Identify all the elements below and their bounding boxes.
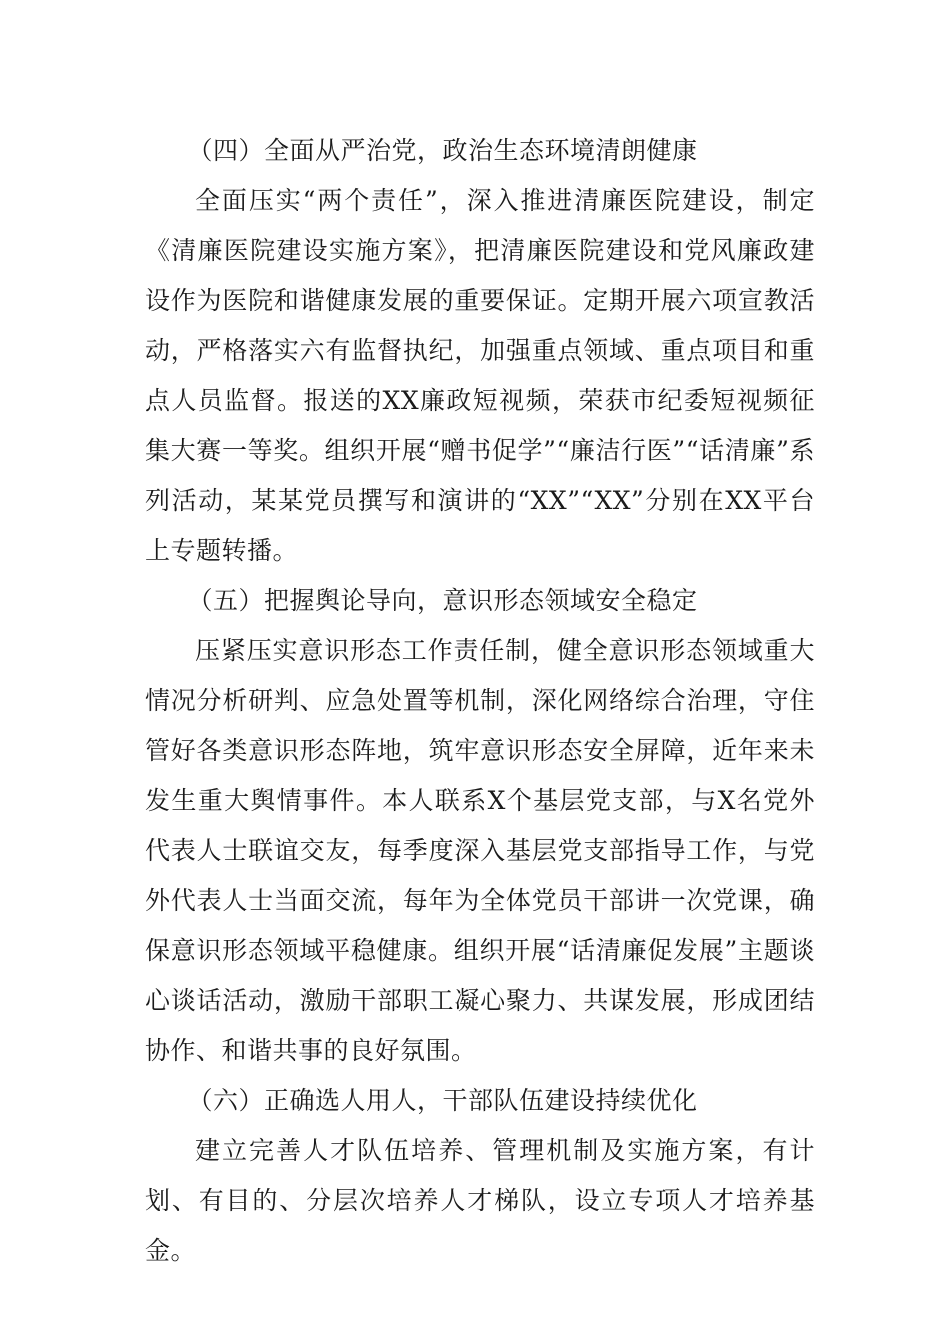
section-heading-4: （四）全面从严治党，政治生态环境清朗健康 [187, 136, 698, 165]
section-paragraph-6: 建立完善人才队伍培养、管理机制及实施方案，有计划、有目的、分层次培养人才梯队，设立专项人才培养基金。 [145, 1136, 815, 1265]
section-paragraph-5: 压紧压实意识形态工作责任制，健全意识形态领域重大情况分析研判、应急处置等机制，深化网络综合治理，守住管好各类意识形态阵地，筑牢意识形态安全屏障，近年来未发生重大舆情事件。本人联系X个基层党支部，与X名党外代表人士联谊交友，每季度深入基层党支部指导工作，与党外代表人士当面交流，每年为全体党员干部讲一次党课，确保意识形态领域平稳健康。组织开展“话清廉促发展”主题谈心谈话活动，激励干部职工凝心聚力、共谋发展，形成团结协作、和谐共事的良好氛围。 [145, 636, 815, 1065]
section-paragraph-4: 全面压实“两个责任”，深入推进清廉医院建设，制定《清廉医院建设实施方案》，把清廉医院建设和党风廉政建设作为医院和谐健康发展的重要保证。定期开展六项宣教活动，严格落实六有监督执纪，加强重点领域、重点项目和重点人员监督。报送的XX廉政短视频，荣获市纪委短视频征集大赛一等奖。组织开展“赠书促学”“廉洁行医”“话清廉”系列活动，某某党员撰写和演讲的“XX”“XX”分别在XX平台上专题转播。 [145, 186, 815, 565]
section-heading-5: （五）把握舆论导向，意识形态领域安全稳定 [187, 586, 698, 615]
document-body [145, 126, 815, 1276]
section-heading-6: （六）正确选人用人，干部队伍建设持续优化 [187, 1086, 698, 1115]
